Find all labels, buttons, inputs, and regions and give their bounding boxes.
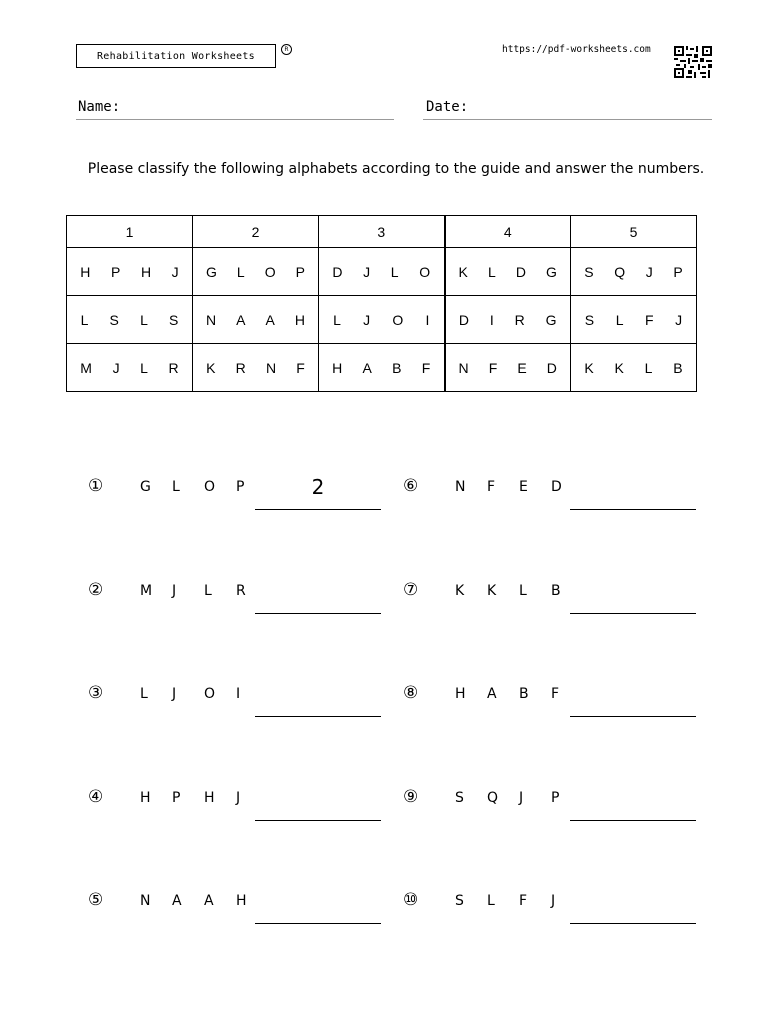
guide-letter: S <box>584 263 594 280</box>
guide-letter: N <box>458 359 469 376</box>
question-letter: S <box>455 789 464 806</box>
question-letter: D <box>551 479 562 495</box>
site-url[interactable]: https://pdf-worksheets.com <box>502 44 651 55</box>
guide-letter: O <box>392 311 404 328</box>
guide-row <box>67 248 697 296</box>
classification-guide-table <box>66 215 697 392</box>
guide-letter: M <box>80 359 92 376</box>
answer-line[interactable] <box>255 923 381 924</box>
question-letters <box>140 790 268 806</box>
guide-letter: L <box>80 311 89 328</box>
name-field[interactable] <box>76 119 394 120</box>
guide-letter: K <box>614 359 624 376</box>
guide-letter: E <box>517 359 527 376</box>
question-letter: L <box>140 686 148 702</box>
question-number: ② <box>88 579 104 600</box>
guide-header-3: 3 <box>319 216 445 248</box>
question-letter: F <box>551 686 560 702</box>
answer-line[interactable] <box>255 613 381 614</box>
guide-letter: J <box>363 311 371 328</box>
guide-letter: D <box>458 311 470 328</box>
guide-letter: G <box>545 311 557 328</box>
guide-cell-group-4 <box>445 248 571 296</box>
guide-cell-group-3 <box>319 296 445 344</box>
guide-letter: L <box>236 263 245 280</box>
question-letter: N <box>455 479 466 495</box>
question-letter: R <box>236 582 246 599</box>
question-letter: A <box>487 686 497 702</box>
guide-cell-group-2 <box>193 296 319 344</box>
question-letter: O <box>204 479 216 495</box>
question-letter: E <box>519 479 528 495</box>
guide-letter: S <box>109 311 119 328</box>
guide-letter: N <box>265 359 277 376</box>
guide-letter: L <box>333 311 341 328</box>
question-letter: S <box>455 893 464 909</box>
guide-letter: F <box>296 359 305 376</box>
question-letter: L <box>519 582 527 599</box>
question-letter: K <box>455 582 465 599</box>
answer-line[interactable] <box>255 820 381 821</box>
guide-header-5: 5 <box>571 216 697 248</box>
guide-cell-group-5 <box>571 248 697 296</box>
question-letter: B <box>519 686 529 702</box>
guide-header-4: 4 <box>445 216 571 248</box>
question-letter: P <box>551 789 560 806</box>
answer-line[interactable] <box>570 923 696 924</box>
question-letter: P <box>236 479 245 495</box>
question-letter: L <box>204 582 212 599</box>
guide-letter: B <box>673 359 683 376</box>
guide-letter: J <box>675 311 683 328</box>
guide-cell-group-1 <box>67 248 193 296</box>
guide-letter: L <box>615 311 624 328</box>
guide-letter: R <box>514 311 525 328</box>
guide-letter: D <box>332 263 343 280</box>
question-letter: H <box>140 789 151 806</box>
answer-line[interactable] <box>255 509 381 510</box>
guide-letter: S <box>169 311 179 328</box>
guide-letter: L <box>140 311 148 328</box>
guide-cell-group-3 <box>319 248 445 296</box>
guide-letter: L <box>140 359 148 376</box>
guide-cell-group-5 <box>571 296 697 344</box>
guide-letter: S <box>584 311 595 328</box>
guide-letter: I <box>425 311 430 328</box>
answer-line[interactable] <box>570 613 696 614</box>
guide-letter: A <box>265 311 275 328</box>
guide-header-2: 2 <box>193 216 319 248</box>
guide-letter: J <box>363 263 371 280</box>
question-letter: J <box>551 893 556 909</box>
question-letter: J <box>172 686 177 702</box>
question-letter: G <box>140 479 151 495</box>
guide-letter: L <box>644 359 653 376</box>
answer-line[interactable] <box>570 716 696 717</box>
question-letter: A <box>204 893 214 909</box>
guide-letter: K <box>458 263 468 280</box>
question-letters <box>140 583 268 599</box>
instruction-text: Please classify the following alphabets according to the guide and answer the numbers. <box>87 161 705 177</box>
guide-letter: A <box>362 359 372 376</box>
question-letters <box>140 686 268 702</box>
question-letter: H <box>236 893 247 909</box>
question-letter: P <box>172 789 181 806</box>
guide-letter: H <box>80 263 91 280</box>
guide-letter: K <box>206 359 216 376</box>
guide-letter: L <box>487 263 496 280</box>
guide-cell-group-3 <box>319 344 445 392</box>
date-label: Date: <box>426 99 469 115</box>
question-letter: M <box>140 582 153 599</box>
guide-letter: I <box>489 311 494 328</box>
question-letter: B <box>551 582 561 599</box>
answer-line[interactable] <box>255 716 381 717</box>
question-letters <box>140 893 268 909</box>
question-number: ⑧ <box>403 683 419 703</box>
answer-value: 2 <box>311 475 325 499</box>
answer-line[interactable] <box>570 820 696 821</box>
guide-cell-group-5 <box>571 344 697 392</box>
date-field[interactable] <box>423 119 712 120</box>
qr-code-icon <box>674 46 712 78</box>
question-letter: I <box>236 686 241 702</box>
guide-letter: P <box>111 263 121 280</box>
question-letter: Q <box>487 789 499 806</box>
guide-letter: K <box>584 359 594 376</box>
question-letter: F <box>519 893 528 909</box>
question-letter: O <box>204 686 216 702</box>
question-letter: A <box>172 893 182 909</box>
question-number: ① <box>88 476 104 496</box>
question-letters <box>140 479 268 495</box>
question-number: ⑦ <box>403 579 419 600</box>
guide-cell-group-1 <box>67 344 193 392</box>
guide-letter: G <box>546 263 557 280</box>
guide-letter: P <box>673 263 683 280</box>
guide-letter: H <box>332 359 343 376</box>
question-number: ③ <box>88 683 104 703</box>
question-letters <box>455 583 583 599</box>
question-letters <box>455 479 583 495</box>
guide-cell-group-2 <box>193 344 319 392</box>
question-letter: L <box>172 479 180 495</box>
question-number: ⑨ <box>403 786 419 807</box>
guide-letter: G <box>206 263 217 280</box>
registered-mark: R <box>281 44 292 55</box>
guide-row <box>67 296 697 344</box>
guide-letter: R <box>168 359 179 376</box>
question-letter: N <box>140 893 151 909</box>
question-letter: F <box>487 479 496 495</box>
guide-letter: B <box>392 359 402 376</box>
guide-cell-group-2 <box>193 248 319 296</box>
guide-letter: N <box>206 311 217 328</box>
question-letters <box>455 790 583 806</box>
guide-letter: L <box>390 263 399 280</box>
question-number: ④ <box>88 786 104 807</box>
guide-letter: F <box>488 359 498 376</box>
question-letter: K <box>487 582 497 599</box>
question-letters <box>455 686 583 702</box>
guide-cell-group-4 <box>445 296 571 344</box>
guide-header-row <box>67 216 697 248</box>
worksheet-title: Rehabilitation Worksheets <box>76 44 276 68</box>
question-letters <box>455 893 583 909</box>
question-letter: J <box>236 789 241 806</box>
question-letter: H <box>204 789 215 806</box>
guide-letter: O <box>264 263 276 280</box>
question-number: ⑤ <box>88 890 104 910</box>
answer-line[interactable] <box>570 509 696 510</box>
guide-header-1: 1 <box>67 216 193 248</box>
guide-letter: Q <box>614 263 626 280</box>
guide-letter: D <box>515 263 526 280</box>
question-number: ⑥ <box>403 476 419 496</box>
guide-letter: F <box>645 311 654 328</box>
question-letter: J <box>172 582 177 599</box>
question-number: ⑩ <box>403 890 419 910</box>
guide-letter: O <box>419 263 431 280</box>
name-label: Name: <box>78 99 121 115</box>
guide-letter: J <box>112 359 120 376</box>
guide-cell-group-4 <box>445 344 571 392</box>
guide-letter: A <box>236 311 246 328</box>
guide-letter: P <box>295 263 305 280</box>
guide-letter: D <box>546 359 557 376</box>
question-letter: H <box>455 686 466 702</box>
guide-letter: F <box>421 359 431 376</box>
guide-letter: H <box>140 263 152 280</box>
guide-row <box>67 344 697 392</box>
question-letter: J <box>519 789 524 806</box>
guide-letter: H <box>294 311 305 328</box>
guide-cell-group-1 <box>67 296 193 344</box>
question-letter: L <box>487 893 495 909</box>
guide-letter: J <box>171 263 179 280</box>
guide-letter: R <box>235 359 246 376</box>
guide-letter: J <box>645 263 653 280</box>
